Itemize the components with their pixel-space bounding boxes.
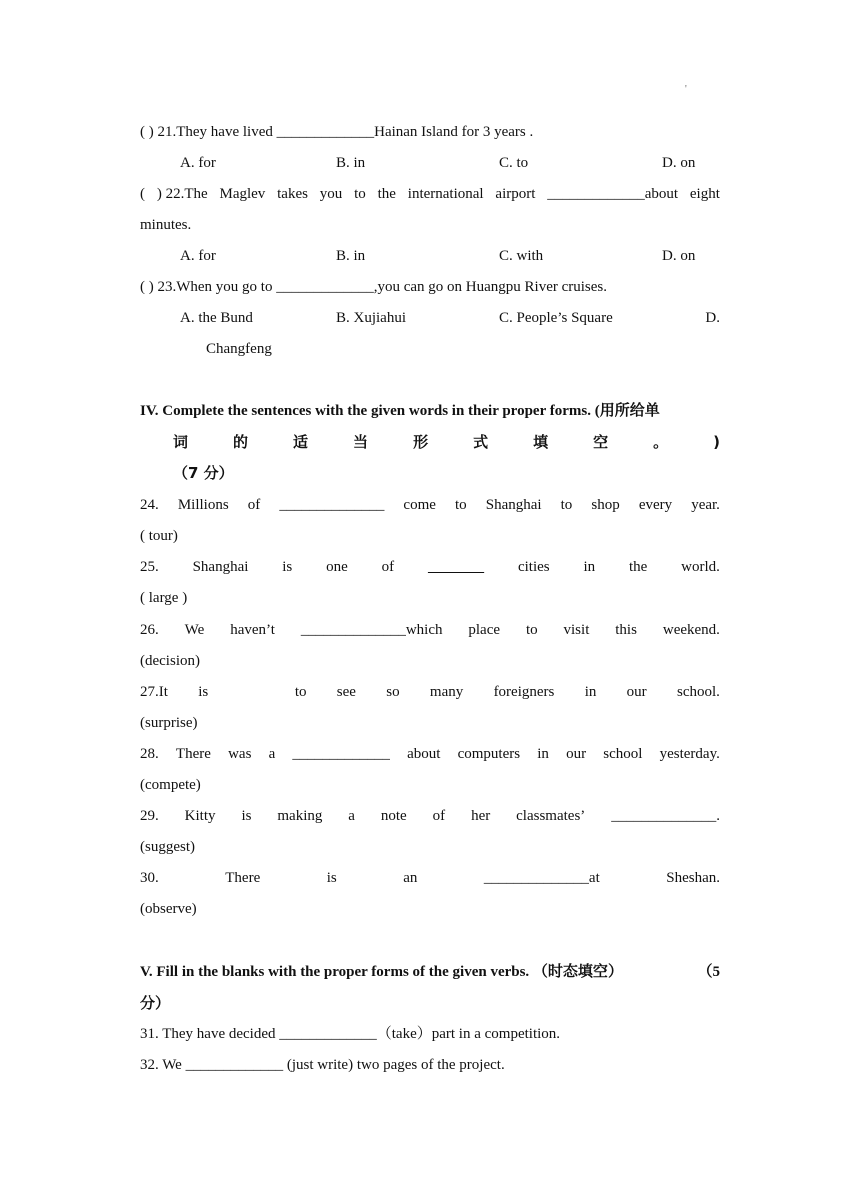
word: her — [471, 808, 491, 824]
word: international — [407, 186, 484, 202]
word: so — [386, 684, 400, 700]
word: school — [603, 746, 643, 762]
char: 词 — [173, 433, 189, 451]
question-29 — [140, 805, 720, 827]
word: an — [403, 870, 418, 886]
word: in — [584, 684, 597, 700]
word: classmates’ — [516, 808, 586, 824]
question-26 — [140, 619, 720, 641]
word: note — [380, 808, 407, 824]
question-25-cue: ( large ) — [140, 590, 188, 606]
answer-blank[interactable]: ______________ — [279, 497, 385, 513]
question-30 — [140, 867, 720, 889]
word: takes — [277, 186, 308, 202]
question-27 — [140, 681, 720, 703]
section-5-title-text: V. Fill in the blanks with the proper forms of the given verbs. （时态填空） — [140, 964, 623, 980]
word: 30. — [140, 870, 159, 886]
word: of — [432, 808, 446, 824]
word: 28. — [140, 746, 159, 762]
section-5-title — [140, 961, 720, 983]
char: 填 — [533, 433, 549, 451]
char: 式 — [473, 433, 489, 451]
word: was — [228, 746, 252, 762]
word: Shanghai — [485, 497, 542, 513]
option-c: C. People’s Square — [499, 310, 613, 326]
word: you — [319, 186, 343, 202]
word: come — [403, 497, 436, 513]
word: our — [566, 746, 587, 762]
word: 29. — [140, 808, 159, 824]
word: see — [336, 684, 356, 700]
word: There — [175, 746, 211, 762]
word: airport — [495, 186, 536, 202]
word: ( — [140, 186, 145, 202]
word: place — [468, 622, 501, 638]
answer-blank[interactable]: ______________which — [300, 622, 443, 638]
question-30-cue: (observe) — [140, 901, 197, 917]
question-31: 31. They have decided _____________（take）part in a competition. — [140, 1026, 561, 1042]
word: about — [407, 746, 441, 762]
answer-blank[interactable]: _____________ — [292, 746, 390, 762]
word: 24. — [140, 497, 159, 513]
word: visit — [563, 622, 590, 638]
char: 。 — [653, 433, 669, 451]
question-28 — [140, 743, 720, 765]
option-d-text: Changfeng — [206, 341, 272, 357]
question-23-option-cont — [140, 338, 720, 360]
section-4-title-cont — [173, 431, 720, 453]
section-5-title-cont: 分） — [140, 994, 171, 1012]
option-b: B. in — [336, 248, 366, 264]
word: 25. — [140, 559, 159, 575]
word: Shanghai — [192, 559, 249, 575]
section-4-title: IV. Complete the sentences with the given words in their proper forms. (用所给单 — [140, 403, 660, 419]
char: 空 — [593, 433, 609, 451]
word: of — [247, 497, 261, 513]
section-5-points: （5 — [697, 964, 720, 980]
word: foreigners — [493, 684, 555, 700]
word: is — [326, 870, 337, 886]
option-d: D. on — [662, 248, 696, 264]
word: to — [525, 622, 538, 638]
word: the — [628, 559, 648, 575]
option-b: B. Xujiahui — [336, 310, 406, 326]
word: weekend. — [662, 622, 720, 638]
word: haven’t — [230, 622, 275, 638]
question-28-cue: (compete) — [140, 777, 201, 793]
word: to — [560, 497, 573, 513]
option-a: A. for — [180, 155, 216, 171]
option-a: A. for — [180, 248, 216, 264]
answer-blank[interactable] — [428, 556, 484, 578]
word: this — [615, 622, 637, 638]
word: making — [277, 808, 323, 824]
question-27-cue: (surprise) — [140, 715, 198, 731]
answer-blank[interactable]: ______________. — [611, 808, 720, 824]
word: 27.It — [140, 684, 168, 700]
word: ) 22.The — [156, 186, 208, 202]
word: is — [282, 559, 293, 575]
question-21-stem: ( ) 21.They have lived _____________Hainan Island for 3 years . — [140, 124, 534, 140]
char: 适 — [293, 433, 309, 451]
word: a — [348, 808, 355, 824]
word: is — [198, 684, 209, 700]
word: one — [326, 559, 348, 575]
option-b: B. in — [336, 155, 366, 171]
word: cities — [517, 559, 550, 575]
question-25 — [140, 556, 720, 578]
word: There — [225, 870, 261, 886]
word: Millions — [177, 497, 229, 513]
word: is — [241, 808, 252, 824]
question-22-stem-cont: minutes. — [140, 217, 192, 233]
question-22-stem — [140, 183, 720, 205]
question-21-options — [140, 152, 720, 174]
word: 26. — [140, 622, 159, 638]
word: computers — [457, 746, 521, 762]
answer-blank[interactable]: ______________at — [483, 870, 600, 886]
word: We — [184, 622, 205, 638]
question-29-cue: (suggest) — [140, 839, 195, 855]
word: shop — [591, 497, 620, 513]
word: in — [537, 746, 549, 762]
word: school. — [676, 684, 720, 700]
char: ) — [713, 433, 720, 451]
section-4-points: （7 分） — [173, 464, 234, 482]
char: 当 — [353, 433, 369, 451]
option-c: C. with — [499, 248, 544, 264]
word: eight — [689, 186, 720, 202]
corner-mark: ' — [685, 84, 687, 95]
word: in — [583, 559, 596, 575]
question-24 — [140, 494, 720, 516]
question-24-cue: ( tour) — [140, 528, 178, 544]
word: Maglev — [219, 186, 266, 202]
word: Kitty — [184, 808, 216, 824]
char: 形 — [413, 433, 429, 451]
question-26-cue: (decision) — [140, 653, 200, 669]
word: every — [638, 497, 673, 513]
word: Sheshan. — [666, 870, 720, 886]
word: the — [377, 186, 396, 202]
question-23-stem: ( ) 23.When you go to _____________,you can go on Huangpu River cruises. — [140, 279, 608, 295]
option-d: D. on — [662, 155, 696, 171]
word: yesterday. — [659, 746, 720, 762]
word: a — [268, 746, 276, 762]
option-d: D. — [705, 310, 720, 326]
word: of — [381, 559, 395, 575]
answer-blank[interactable]: to — [238, 684, 307, 700]
option-a: A. the Bund — [180, 310, 253, 326]
question-22-options — [140, 245, 720, 267]
word: world. — [681, 559, 720, 575]
word: year. — [691, 497, 720, 513]
word: to — [354, 186, 366, 202]
word: _____________about — [547, 186, 679, 202]
char: 的 — [233, 433, 249, 451]
word: many — [429, 684, 464, 700]
word: our — [626, 684, 647, 700]
question-32: 32. We _____________ (just write) two pages of the project. — [140, 1057, 505, 1073]
question-23-options — [140, 307, 720, 329]
option-c: C. to — [499, 155, 529, 171]
word: to — [454, 497, 467, 513]
